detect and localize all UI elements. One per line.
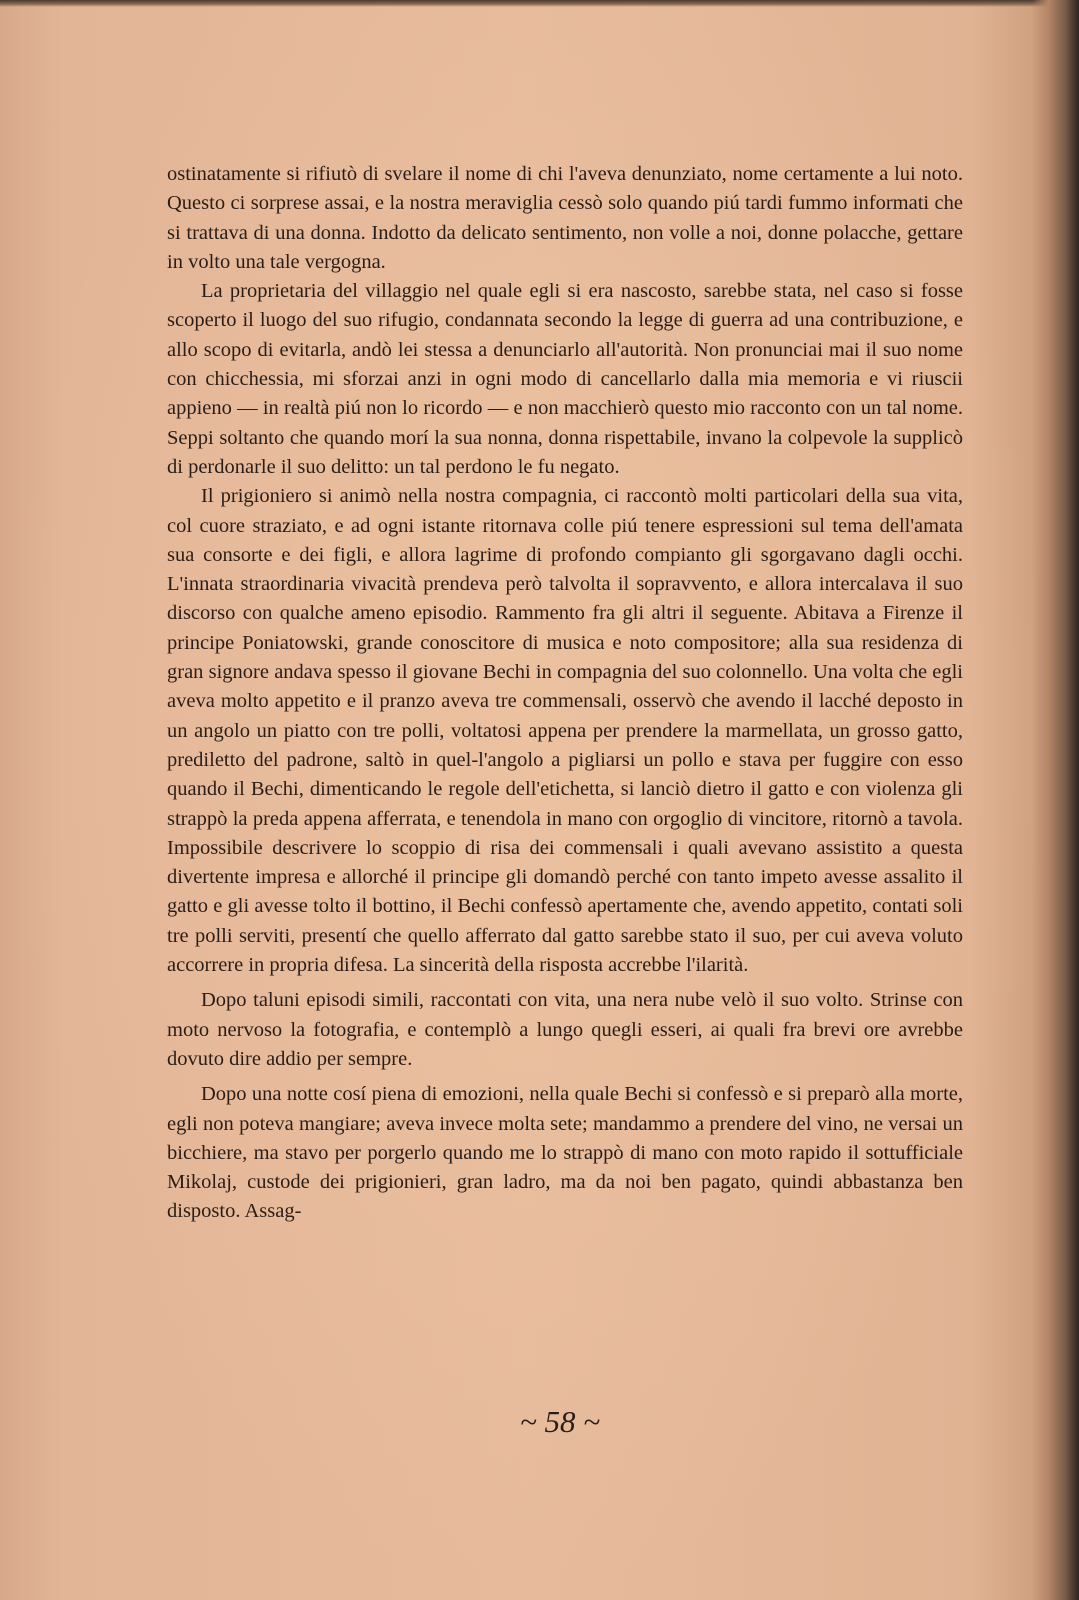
page-number: ~ 58 ~: [519, 1404, 601, 1439]
body-text: [167, 160, 963, 1227]
paragraph-4: Dopo taluni episodi simili, raccontati con vita, una nera nube velò il suo volto. Strinse con moto nervoso la fotografia, e contemplò a lungo quegli esseri, ai quali fra brevi ore avrebbe dovuto dire addio per sempre.: [167, 989, 963, 1070]
paragraph-1: ostinatamente si rifiutò di svelare il nome di chi l'aveva denunziato, nome certamente a lui noto. Questo ci sorprese assai, e la nostra meraviglia cessò solo quando piú tardi fummo informati che si trattava di una donna. Indotto da delicato sentimento, non volle a noi, donne polacche, gettare in volto una tale vergogna.: [167, 163, 963, 273]
paragraph-5: Dopo una notte cosí piena di emozioni, nella quale Bechi si confessò e si preparò alla morte, egli non poteva mangiare; aveva invece molta sete; mandammo a prendere del vino, ne versai un bicchiere, ma stavo per porgerlo quando me lo strappò di mano con moto rapido il sottufficiale Mikolaj, custode dei prigionieri, gran ladro, ma da noi ben pagato, quindi abbastanza ben disposto. Assag-: [167, 1083, 963, 1223]
paragraph-2: La proprietaria del villaggio nel quale egli si era nascosto, sarebbe stata, nel caso si fosse scoperto il luogo del suo rifugio, condannata secondo la legge di guerra ad una contribuzione, e allo scopo di evitarla, andò lei stessa a denunciarlo all'autorità. Non pronunciai mai il suo nome con chicchessia, mi sforzai anzi in ogni modo di cancellarlo dalla mia memoria e vi riuscii appieno — in realtà piú non lo ricordo — e non macchierò questo mio racconto con un tal nome. Seppi soltanto che quando morí la sua nonna, donna rispettabile, invano la colpevole la supplicò di perdonarle il suo delitto: un tal perdono le fu negato.: [167, 280, 963, 478]
book-binding-edge: [1032, 0, 1079, 1600]
paragraph-3: Il prigioniero si animò nella nostra compagnia, ci raccontò molti particolari della sua vita, col cuore straziato, e ad ogni istante ritornava colle piú tenere espressioni sul tema dell'amata sua consorte e dei figli, e allora lagrime di profondo compianto gli sgorgavano dagli occhi. L'innata straordinaria vivacità prendeva però talvolta il sopravvento, e allora intercalava il suo discorso con qualche ameno episodio. Rammento fra gli altri il seguente. Abitava a Firenze il principe Poniatowski, grande conoscitore di musica e noto compositore; alla sua residenza di gran signore andava spesso il giovane Bechi in compagnia del suo colonnello. Una volta che egli aveva molto appetito e il pranzo aveva tre commensali, osservò che avendo il lacché deposto in un angolo un piatto con tre polli, voltatosi appena per prendere la marmellata, un grosso gatto, prediletto del padrone, saltò in quel-l'angolo a pigliarsi un pollo e stava per fuggire con esso quando il Bechi, dimenticando le regole dell'etichetta, si lanciò dietro il gatto e con violenza gli strappò la preda appena afferrata, e tenendola in mano con orgoglio di vincitore, ritornò a tavola. Impossibile descrivere lo scoppio di risa dei commensali i quali avevano assistito a questa divertente impresa e allorché il principe gli domandò perché con tanto impeto avesse assalito il gatto e gli avesse tolto il bottino, il Bechi confessò apertamente che, avendo appetito, contati soli tre polli serviti, presentí che quello afferrato dal gatto sarebbe stato il suo, per cui aveva voluto accorrere in propria difesa. La sincerità della risposta accrebbe l'ilarità.: [167, 485, 963, 977]
page-top-edge-shadow: [0, 0, 1056, 7]
